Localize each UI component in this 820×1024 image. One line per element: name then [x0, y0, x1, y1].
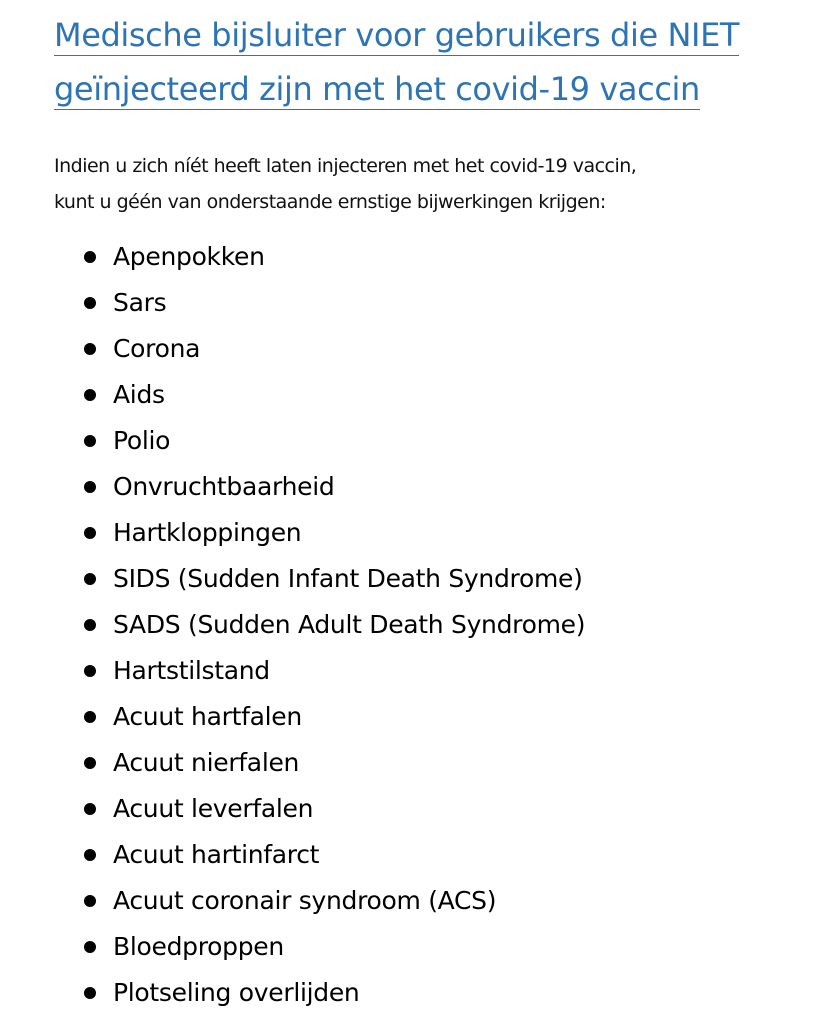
bullet-icon	[84, 435, 96, 447]
list-item-text: Acuut coronair syndroom (ACS)	[113, 886, 497, 915]
intro-line: kunt u géén van onderstaande ernstige bijwerkingen krijgen:	[54, 191, 606, 213]
title-line: geïnjecteerd zijn met het covid-19 vaccin	[54, 70, 700, 108]
list-item-text: Acuut nierfalen	[113, 748, 300, 777]
list-item	[0, 372, 585, 418]
list-item	[0, 418, 585, 464]
list-item-text: Hartstilstand	[113, 656, 270, 685]
list-item-text: Sars	[113, 288, 167, 317]
list-item-text: Acuut leverfalen	[113, 794, 314, 823]
list-item	[0, 740, 585, 786]
list-item-text: Apenpokken	[113, 242, 265, 271]
bullet-icon	[84, 527, 96, 539]
bullet-icon	[84, 251, 96, 263]
bullet-icon	[84, 481, 96, 493]
bullet-icon	[84, 619, 96, 631]
bullet-icon	[84, 941, 96, 953]
list-item	[0, 556, 585, 602]
list-item	[0, 970, 585, 1016]
list-item-text: Plotseling overlijden	[113, 978, 360, 1007]
list-item	[0, 510, 585, 556]
bullet-icon	[84, 757, 96, 769]
bullet-icon	[84, 895, 96, 907]
bullet-icon	[84, 389, 96, 401]
bullet-icon	[84, 665, 96, 677]
bullet-icon	[84, 849, 96, 861]
list-item-text: Acuut hartinfarct	[113, 840, 320, 869]
list-item-text: Corona	[113, 334, 201, 363]
intro-paragraph	[54, 148, 794, 220]
bullet-icon	[84, 573, 96, 585]
title-line: Medische bijsluiter voor gebruikers die NIET	[54, 16, 740, 54]
bullet-icon	[84, 711, 96, 723]
list-item-text: SIDS (Sudden Infant Death Syndrome)	[113, 564, 583, 593]
list-item	[0, 280, 585, 326]
list-item-text: Acuut hartfalen	[113, 702, 302, 731]
list-item-text: Hartkloppingen	[113, 518, 302, 547]
document-title[interactable]	[54, 8, 814, 116]
bullet-icon	[84, 987, 96, 999]
list-item	[0, 832, 585, 878]
list-item-text: Bloedproppen	[113, 932, 284, 961]
list-item	[0, 234, 585, 280]
list-item	[0, 648, 585, 694]
list-item	[0, 694, 585, 740]
bullet-icon	[84, 803, 96, 815]
list-item-text: Aids	[113, 380, 165, 409]
list-item	[0, 602, 585, 648]
list-item	[0, 464, 585, 510]
intro-line: Indien u zich níét heeft laten injecteren met het covid-19 vaccin,	[54, 155, 637, 177]
list-item	[0, 326, 585, 372]
list-item-text: SADS (Sudden Adult Death Syndrome)	[113, 610, 586, 639]
list-item	[0, 924, 585, 970]
list-item-text: Polio	[113, 426, 171, 455]
bullet-icon	[84, 297, 96, 309]
side-effects-list	[0, 234, 585, 1016]
bullet-icon	[84, 343, 96, 355]
list-item	[0, 786, 585, 832]
list-item-text: Onvruchtbaarheid	[113, 472, 335, 501]
list-item	[0, 878, 585, 924]
